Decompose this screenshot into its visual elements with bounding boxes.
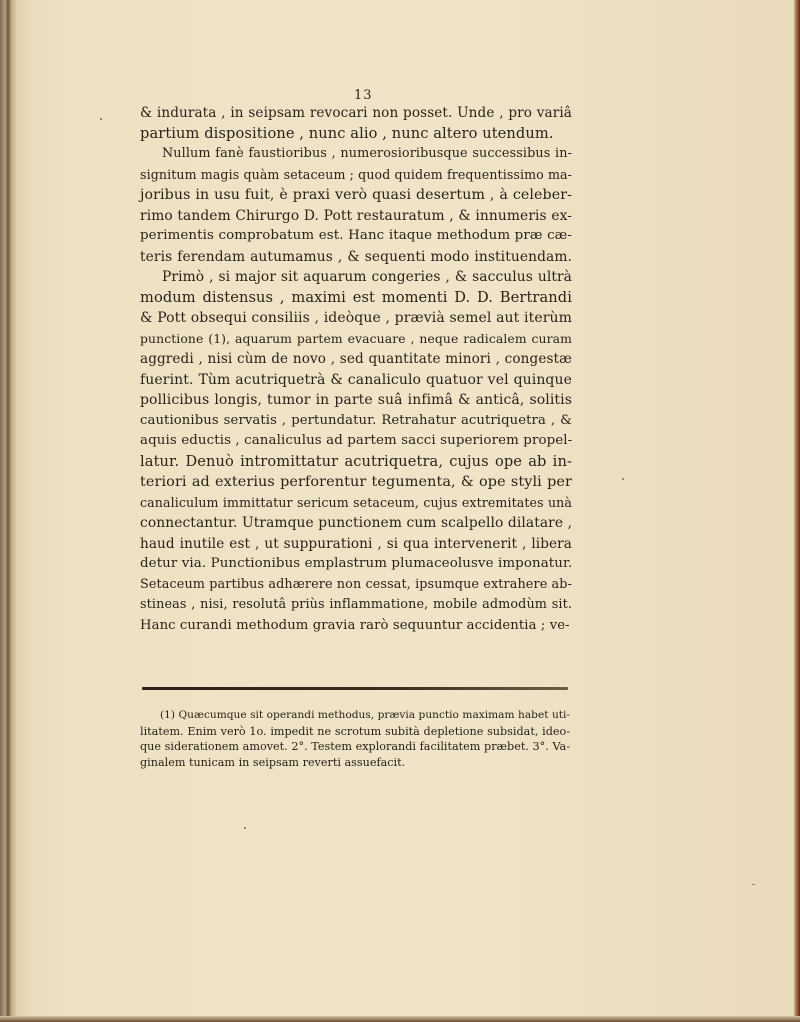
text-line: detur via. Punctionibus emplastrum plumaceolusve imponatur. bbox=[140, 556, 573, 571]
paper-speck bbox=[752, 884, 755, 885]
text-line: Primò , si major sit aquarum congeries , & sacculus ultrà bbox=[162, 269, 572, 285]
footnote-block bbox=[140, 708, 570, 770]
paper-speck bbox=[100, 118, 102, 120]
text-line: stineas , nisi, resolutâ priùs inflammatione, mobile admodùm sit. bbox=[140, 597, 572, 612]
text-line: teriori ad exterius perforentur tegumenta, & ope styli per bbox=[140, 474, 572, 490]
footnote-line: (1) Quæcumque sit operandi methodus, prævia punctio maximam habet uti- bbox=[160, 709, 570, 721]
page-right-edge bbox=[794, 0, 800, 1022]
text-line: latur. Denuò intromittatur acutriquetra, cujus ope ab in- bbox=[140, 452, 572, 470]
footnote-line: que siderationem amovet. 2°. Testem explorandi facilitatem præbet. 3°. Va- bbox=[140, 740, 570, 753]
text-line: connectantur. Utramque punctionem cum scalpello dilatare , bbox=[140, 515, 573, 531]
text-line: canaliculum immittatur sericum setaceum, cujus extremitates unà bbox=[140, 494, 572, 510]
text-line: rimo tandem Chirurgo D. Pott restauratum , & innumeris ex- bbox=[140, 207, 572, 224]
text-line: aggredi , nisi cùm de novo , sed quantitate minori , congestæ bbox=[140, 351, 572, 367]
text-line: signitum magis quàm setaceum ; quod quidem frequentissimo ma- bbox=[140, 166, 572, 182]
book-spine-shadow bbox=[0, 0, 16, 1022]
text-line: teris ferendam autumamus , & sequenti modo instituendam. bbox=[140, 248, 572, 265]
text-line: punctione (1), aquarum partem evacuare , neque radicalem curam bbox=[140, 330, 572, 346]
text-line: pollicibus longis, tumor in parte suâ infimâ & anticâ, solitis bbox=[140, 392, 572, 408]
text-line: & Pott obsequi consiliis , ideòque , prævià semel aut iterùm bbox=[140, 310, 572, 326]
text-line: aquis eductis , canaliculus ad partem sacci superiorem propel- bbox=[140, 433, 573, 448]
paper-speck bbox=[244, 827, 246, 829]
text-line: perimentis comprobatum est. Hanc itaque methodum præ cæ- bbox=[140, 228, 572, 243]
text-line: haud inutile est , ut suppurationi , si qua intervenerit , libera bbox=[140, 535, 572, 552]
text-line: Hanc curandi methodum gravia rarò sequuntur accidentia ; ve- bbox=[140, 617, 570, 633]
text-line: cautionibus servatis , pertundatur. Retrahatur acutriquetra , & bbox=[140, 412, 572, 428]
footnote-rule bbox=[142, 687, 568, 690]
page-bottom-edge bbox=[0, 1016, 800, 1022]
page-number: 13 bbox=[354, 88, 373, 103]
footnote-line: ginalem tunicam in seipsam reverti assuefacit. bbox=[140, 755, 406, 769]
text-line: Setaceum partibus adhærere non cessat, ipsumque extrahere ab- bbox=[140, 576, 572, 592]
text-line: fuerint. Tùm acutriquetrà & canaliculo quatuor vel quinque bbox=[140, 371, 572, 388]
text-line: joribus in usu fuit, è praxi verò quasi desertum , à celeber- bbox=[140, 187, 572, 203]
paper-speck bbox=[622, 478, 624, 480]
text-line: partium dispositione , nunc alio , nunc altero utendum. bbox=[140, 124, 554, 142]
footnote-line: litatem. Enim verò 1o. impedit ne scrotum subità depletione subsidat, ideo- bbox=[140, 724, 570, 738]
main-text-block bbox=[140, 103, 572, 636]
text-line: & indurata , in seipsam revocari non posset. Unde , pro variâ bbox=[140, 105, 572, 121]
text-line: Nullum fanè faustioribus , numerosioribusque successibus in- bbox=[162, 146, 572, 161]
text-line: modum distensus , maximi est momenti D. D. Bertrandi bbox=[140, 288, 572, 306]
